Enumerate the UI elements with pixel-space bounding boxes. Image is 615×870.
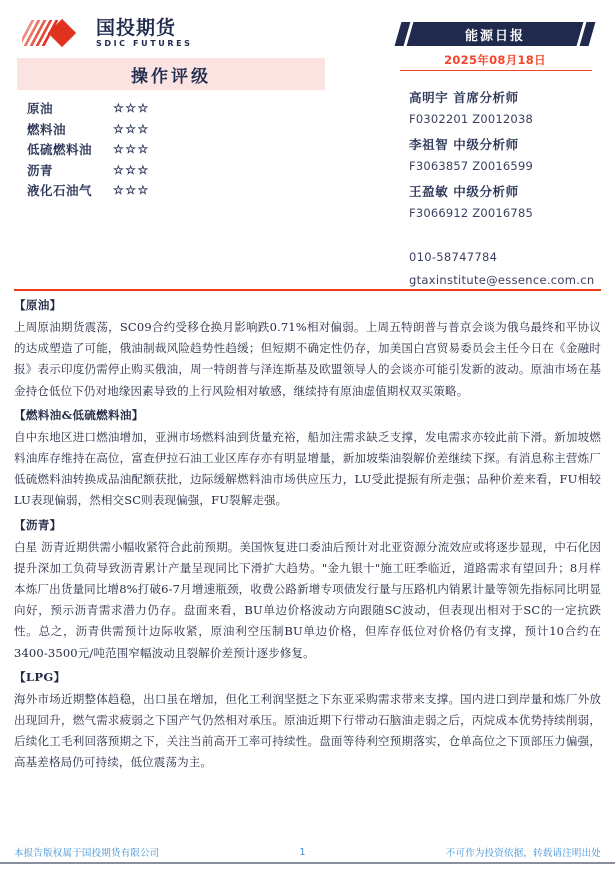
- rating-product-name: 液化石油气: [27, 183, 93, 199]
- analyst-name: 李祖智 中级分析师: [409, 137, 519, 152]
- rating-product-name: 低硫燃料油: [27, 142, 93, 158]
- contact-phone: 010-58747784: [409, 250, 498, 264]
- rating-stars: ☆☆☆: [113, 101, 150, 116]
- rating-panel-title-label: 操作评级: [131, 66, 211, 87]
- rating-product-name: 燃料油: [27, 121, 67, 137]
- footer-copyright: 本报告版权属于国投期货有限公司: [14, 848, 160, 859]
- rating-row: [27, 139, 327, 160]
- logo-name-en: SDIC FUTURES: [96, 38, 193, 48]
- analyst-license-code: F3063857 Z0016599: [409, 159, 533, 173]
- rating-row: [27, 119, 327, 140]
- contact-block: [409, 250, 615, 287]
- analyst-name: 王盈敏 中级分析师: [409, 184, 519, 199]
- report-footer: [14, 845, 601, 859]
- rating-row: [27, 160, 327, 181]
- footer-disclaimer: 不可作为投资依据，转载请注明出处: [445, 848, 601, 859]
- publish-date-divider: [400, 70, 592, 71]
- logo-name-cn: 国投期货: [96, 16, 177, 39]
- rating-stars: ☆☆☆: [113, 183, 150, 198]
- section-paragraph: 上周原油期货震荡，SC09合约受移仓换月影响跌0.71%相对偏弱。上周五特朗普与普京会谈为俄乌最终和平协议的达成塑造了可能，俄油制裁风险趋势性趋缓；但短期不确定性仍存，加美国白宫贸易委员会主任今日在《金融时报》表示印度仍需停止购买俄油，周一特朗普与泽连斯基及欧盟领导人的会谈亦可能引发新的波动。原油市场在基金持仓低位下仍对地缘因素导致的上行风险相对敏感，继续持有原油虚值期权双买策略。: [14, 320, 601, 398]
- rating-product-name: 沥青: [27, 162, 54, 178]
- logo-mark-icon: [22, 18, 86, 48]
- section-paragraph: 自中东地区进口燃油增加，亚洲市场燃料油到货量充裕，船加注需求缺乏支撑，发电需求亦较此前下滑。新加坡燃料油库存维持在高位，富查伊拉石油工业区库存亦有明显增量，新加坡柴油裂解价差继续下探。有消息称主营炼厂低硫燃料油转换成品油配额获批，边际缓解燃料油市场供应压力，LU受此提振有所走强；品种价差来看，FU相较LU表现偏弱，然相交SC则表现偏强，FU裂解走强。: [14, 429, 601, 508]
- report-type-banner: [400, 22, 590, 46]
- rating-panel-title: [17, 58, 325, 90]
- section-paragraph: 海外市场近期整体趋稳，出口虽在增加，但化工利润坚挺之下东亚采购需求带来支撑。国内进口到岸量和炼厂外放出现回升，燃气需求疲弱之下国产气仍然相对承压。原油近期下行带动石脑油走弱之后，丙烷成本优势持续削弱，后续化工毛利回落预期之下，关注当前高开工率可持续性。盘面等待利空预期落实，仓单高位之下顶部压力偏强，高基差格局仍可持续，低位震荡为主。: [14, 691, 601, 770]
- analyst-license-code: F0302201 Z0012038: [409, 112, 533, 126]
- footer-page-number: 1: [299, 846, 306, 858]
- analyst-list: [409, 88, 609, 229]
- footer-divider: [0, 862, 615, 864]
- publish-date: 2025年08月18日: [444, 53, 546, 67]
- section-heading: 【燃料油&低硫燃料油】: [14, 407, 144, 422]
- rating-product-name: 原油: [27, 101, 54, 117]
- section-heading: 【LPG】: [14, 669, 66, 684]
- rating-stars: ☆☆☆: [113, 162, 150, 177]
- report-body: [14, 297, 601, 779]
- rating-list: [27, 98, 327, 201]
- header-divider: [14, 289, 601, 291]
- analyst-license-code: F3066912 Z0016785: [409, 206, 533, 220]
- analyst-name: 高明宇 首席分析师: [409, 90, 519, 105]
- rating-row: [27, 98, 327, 119]
- contact-email: gtaxinstitute@essence.com.cn: [409, 273, 595, 287]
- banner-label: 能源日报: [464, 28, 525, 44]
- company-logo: [22, 18, 193, 48]
- logo-text: [92, 16, 193, 48]
- rating-stars: ☆☆☆: [113, 121, 150, 136]
- section-heading: 【沥青】: [14, 517, 62, 532]
- rating-row: [27, 180, 327, 201]
- section-heading: 【原油】: [14, 298, 62, 312]
- section-paragraph: 白星 沥青近期供需小幅收紧符合此前预期。美国恢复进口委油后预计对北亚资源分流效应或将逐步显现，中石化因提升深加工负荷导致沥青累计产量呈现同比下滑扩大趋势。"金九银十"施工旺季临近，道路需求有望回升；8月样本炼厂出货量同比增8%打破6-7月增速瓶颈，收费公路新增专项债发行量与压路机内销累计量等领先指标同比明显向好，预示沥青需求潜力仍存。盘面来看，BU单边价格波动方向跟随SC波动，但表现出相对于SC的一定抗跌性。总之，沥青供需预计边际收紧，原油利空压制BU单边价格，但库存低位对价格仍有支撑，预计10合约在3400-3500元/吨范围窄幅波动且裂解价差预计逐步修复。: [14, 539, 601, 660]
- rating-stars: ☆☆☆: [113, 142, 150, 157]
- report-header: [0, 0, 615, 290]
